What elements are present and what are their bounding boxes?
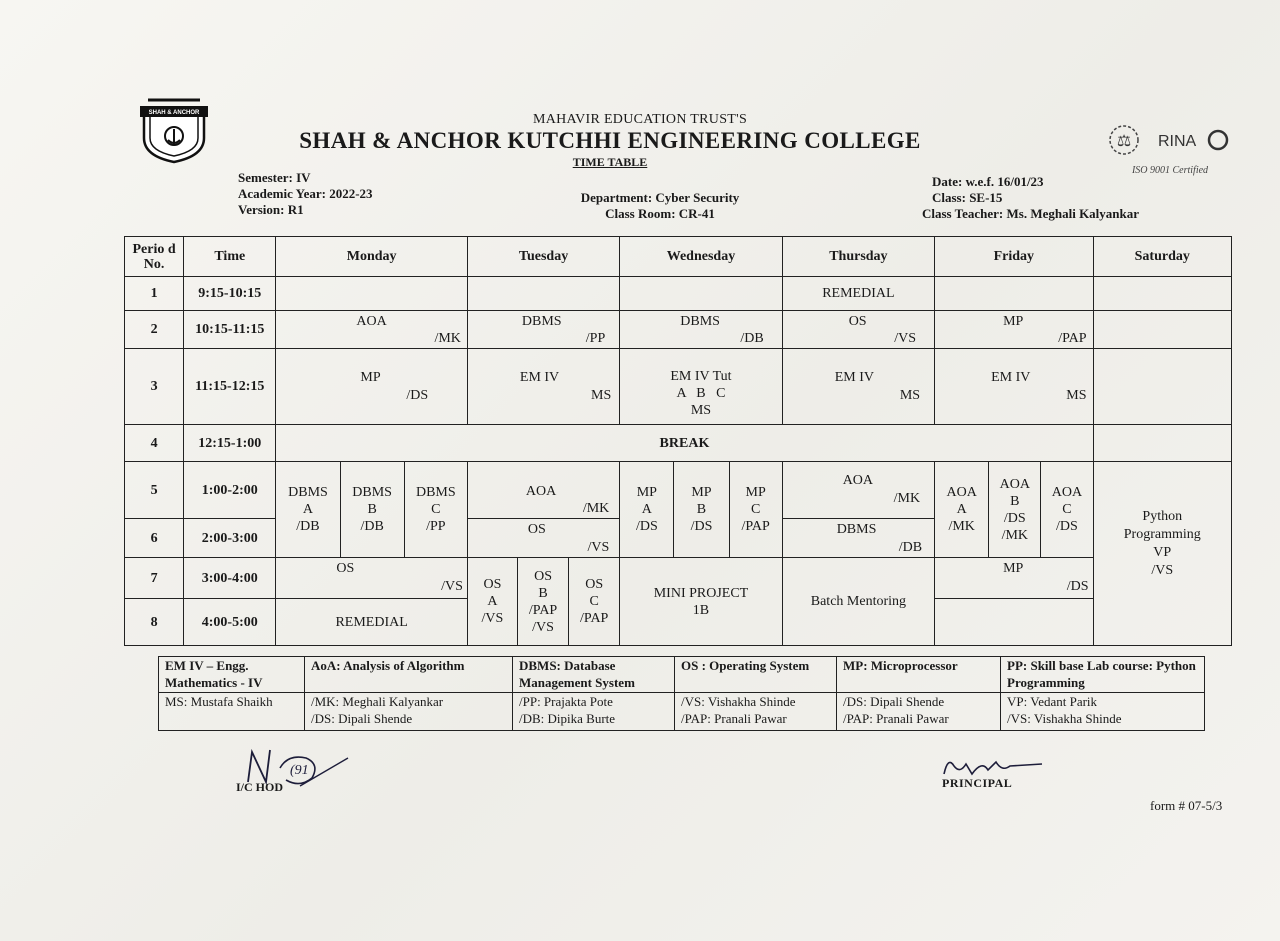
cell-lecture (276, 558, 468, 599)
subject: DBMS (836, 522, 877, 537)
faculty: /MK (948, 519, 975, 534)
period-no: 8 (125, 599, 184, 646)
faculty: MS (1066, 388, 1087, 403)
faculty: /DS (406, 388, 429, 403)
department: Department: Cyber Security (580, 190, 740, 205)
subject-line-2: Programming (1123, 526, 1201, 542)
faculty: MS (690, 403, 712, 418)
faculty-name: /PAP: Pranali Pawar (681, 711, 787, 726)
legend-faculty (1001, 693, 1205, 731)
cell-empty (276, 277, 468, 311)
faculty-name: /MK: Meghali Kalyankar (311, 694, 444, 709)
cell-lecture (782, 462, 934, 519)
cert-text: ISO 9001 Certified (1131, 165, 1209, 176)
period-time: 4:00-5:00 (184, 599, 276, 646)
principal-label: PRINCIPAL (942, 776, 1013, 790)
faculty-name: /VS: Vishakha Shinde (681, 694, 796, 709)
class-room: Class Room: CR-41 (605, 206, 715, 221)
faculty: /DS (1003, 510, 1026, 526)
cell-lecture (467, 462, 619, 519)
cell-lecture (620, 311, 782, 349)
rina-logo-icon (1106, 120, 1234, 176)
cell-batch-mentoring: Batch Mentoring (782, 558, 934, 646)
subject: AOA (1051, 485, 1083, 500)
batch: B (1010, 493, 1020, 509)
batch: B (367, 502, 377, 517)
faculty-2: /MK (1001, 527, 1029, 543)
cell-lecture (467, 349, 619, 425)
faculty: /VS (894, 331, 917, 346)
faculty: /DS (690, 519, 713, 534)
cell-lecture (276, 349, 468, 425)
faculty: /DS (1066, 579, 1089, 594)
subject: MP (745, 485, 766, 500)
faculty: /PAP (580, 611, 609, 626)
legend-subject: MP: Microprocessor (837, 657, 1001, 693)
header-thursday: Thursday (782, 237, 934, 277)
header-time: Time (184, 237, 276, 277)
subject: OS (527, 522, 546, 537)
cell-lecture (467, 311, 619, 349)
faculty-1: VP (1153, 544, 1172, 560)
period-time: 2:00-3:00 (184, 519, 276, 558)
cell-lecture (276, 311, 468, 349)
college-logo (138, 98, 210, 164)
hod-signature (230, 738, 360, 798)
subject: OS (534, 568, 553, 584)
faculty: /PP (426, 519, 446, 534)
header-period: Perio d No. (125, 237, 184, 277)
meta-center (560, 190, 760, 222)
faculty: /DB (360, 519, 384, 534)
legend-subject: OS : Operating System (675, 657, 837, 693)
table-row (125, 311, 1232, 349)
cell-lecture (782, 311, 934, 349)
class-teacher: Class Teacher: Ms. Meghali Kalyankar (922, 206, 1140, 221)
cell-empty (1093, 425, 1232, 462)
table-row (125, 558, 1232, 599)
cell-lecture (935, 311, 1093, 349)
principal-signature (938, 752, 1058, 802)
cell-remedial: REMEDIAL (782, 277, 934, 311)
table-row (125, 425, 1232, 462)
legend-subject: EM IV – Engg. Mathematics - IV (159, 657, 305, 693)
period-time: 1:00-2:00 (184, 462, 276, 519)
cell-lab-batch (674, 462, 729, 558)
subject: OS (483, 577, 502, 592)
faculty-name: /DB: Dipika Burte (519, 711, 616, 726)
period-time: 11:15-12:15 (184, 349, 276, 425)
table-row (125, 349, 1232, 425)
faculty: /MK (434, 331, 461, 346)
cell-tutorial (620, 349, 782, 425)
faculty: /VS (481, 611, 504, 626)
subject: DBMS (352, 485, 392, 500)
legend-row-subjects (159, 657, 1205, 693)
cell-empty (1093, 311, 1232, 349)
legend-faculty (513, 693, 675, 731)
cell-lab-batch (1041, 462, 1093, 558)
cell-empty (1093, 349, 1232, 425)
cell-lab-batch (989, 462, 1041, 558)
project-name: MINI PROJECT (653, 585, 749, 601)
subject: EM IV (519, 370, 560, 385)
batch: C (1062, 502, 1072, 517)
period-time: 3:00-4:00 (184, 558, 276, 599)
faculty: MS (591, 388, 612, 403)
period-no: 1 (125, 277, 184, 311)
period-no: 5 (125, 462, 184, 519)
academic-year: Academic Year: 2022-23 (238, 186, 373, 201)
batch: A (487, 594, 498, 609)
header-row (125, 237, 1232, 277)
cell-lecture (935, 349, 1093, 425)
cell-lecture (935, 558, 1093, 599)
legend-subject: PP: Skill base Lab course: Python Programming (1001, 657, 1205, 693)
legend-faculty (837, 693, 1001, 731)
cell-empty (935, 599, 1093, 646)
faculty: MS (899, 388, 921, 403)
cell-empty (620, 277, 782, 311)
header-tuesday: Tuesday (467, 237, 619, 277)
legend-subject: AoA: Analysis of Algorithm (305, 657, 513, 693)
cell-lab-batch (518, 558, 569, 646)
batch: A (302, 502, 314, 517)
timetable (124, 236, 1232, 646)
faculty-name: /DS: Dipali Shende (843, 694, 945, 709)
faculty: /PAP (1058, 331, 1087, 346)
batches: A B C (676, 386, 726, 401)
faculty: /DB (898, 540, 923, 555)
batch: C (431, 502, 441, 517)
cell-lab-python (1093, 462, 1232, 646)
subject: DBMS (521, 314, 562, 329)
legend-faculty (305, 693, 513, 731)
meta-left (238, 170, 373, 218)
batch: B (538, 585, 548, 601)
faculty: /VS (441, 579, 463, 594)
cell-remedial: REMEDIAL (276, 599, 468, 646)
faculty-name: VP: Vedant Parik (1007, 694, 1098, 709)
subject: AOA (356, 314, 387, 329)
date: Date: w.e.f. 16/01/23 (932, 174, 1044, 189)
period-time: 9:15-10:15 (184, 277, 276, 311)
cell-lab-batch (729, 462, 782, 558)
faculty: /VS (587, 540, 610, 555)
subject: MP (1003, 314, 1024, 329)
batch: C (750, 502, 761, 517)
version: Version: R1 (238, 202, 304, 217)
subject: DBMS (680, 314, 720, 329)
logo-text: SHAH & ANCHOR (148, 110, 200, 116)
subject: EM IV Tut (670, 369, 732, 384)
batch: B (696, 502, 707, 517)
faculty: /DB (296, 519, 320, 534)
period-no: 7 (125, 558, 184, 599)
cell-lecture (782, 519, 934, 558)
period-no: 3 (125, 349, 184, 425)
legend-faculty (159, 693, 305, 731)
faculty: /DS (635, 519, 658, 534)
subject: MP (360, 370, 381, 385)
faculty: /DS (1056, 519, 1078, 534)
faculty: /PAP (528, 602, 558, 618)
subject-line-1: Python (1142, 508, 1183, 524)
certification-badge (1106, 120, 1234, 176)
period-no: 4 (125, 425, 184, 462)
faculty-2: /VS (532, 619, 554, 635)
period-time: 12:15-1:00 (184, 425, 276, 462)
cell-empty (935, 277, 1093, 311)
subject: AOA (525, 484, 557, 499)
legend-faculty (675, 693, 837, 731)
trust-name: MAHAVIR EDUCATION TRUST'S (532, 112, 748, 127)
period-time: 10:15-11:15 (184, 311, 276, 349)
cell-lab-batch (404, 462, 467, 558)
subject: AOA (946, 485, 977, 500)
table-row (125, 462, 1232, 519)
faculty: /MK (893, 491, 921, 506)
cell-lab-batch (340, 462, 404, 558)
cell-lab-batch (569, 558, 620, 646)
subject: DBMS (415, 485, 456, 500)
faculty-name: /VS: Vishakha Shinde (1007, 711, 1122, 726)
subject: EM IV (834, 370, 874, 385)
cell-lab-batch (935, 462, 989, 558)
header-friday: Friday (935, 237, 1093, 277)
svg-text:⚖: ⚖ (1116, 131, 1132, 150)
subject: AOA (842, 473, 874, 488)
form-number: form # 07-5/3 (1150, 798, 1223, 813)
subject: MP (1003, 561, 1024, 576)
cell-mini-project (620, 558, 782, 646)
period-no: 6 (125, 519, 184, 558)
cell-lab-batch (620, 462, 674, 558)
subject: OS (848, 314, 867, 329)
subject: MP (691, 485, 712, 500)
semester: Semester: IV (238, 170, 311, 185)
table-row (125, 277, 1232, 311)
subject: AOA (999, 476, 1030, 492)
faculty: /MK (582, 501, 610, 516)
batch: A (641, 502, 652, 517)
cell-empty (1093, 277, 1232, 311)
cell-lab-batch (467, 558, 517, 646)
faculty-name: MS: Mustafa Shaikh (165, 694, 273, 709)
faculty-name: /PP: Prajakta Pote (519, 694, 613, 709)
legend-subject: DBMS: Database Management System (513, 657, 675, 693)
subject: EM IV (991, 370, 1031, 385)
cert-brand: RINA (1158, 133, 1197, 150)
cell-empty (467, 277, 619, 311)
project-batch: 1B (692, 602, 710, 618)
faculty-name: /PAP: Pranali Pawar (843, 711, 949, 726)
svg-text:(91: (91 (290, 763, 309, 778)
cell-lecture (782, 349, 934, 425)
faculty: /PP (585, 331, 606, 346)
faculty-2: /VS (1151, 562, 1174, 578)
college-name: SHAH & ANCHOR KUTCHHI ENGINEERING COLLEGE (299, 128, 921, 153)
batch: A (956, 502, 967, 517)
subject: MP (636, 485, 657, 500)
legend-row-faculty (159, 693, 1205, 731)
batch: C (589, 594, 599, 609)
faculty-name: /DS: Dipali Shende (311, 711, 413, 726)
faculty: /PAP (741, 519, 770, 534)
class: Class: SE-15 (932, 190, 1003, 205)
subject: OS (336, 561, 355, 576)
meta-right (922, 174, 1182, 222)
faculty: /DB (740, 331, 764, 346)
hod-label: I/C HOD (236, 780, 284, 794)
cell-break: BREAK (276, 425, 1093, 462)
header-wednesday: Wednesday (620, 237, 782, 277)
subject: DBMS (288, 485, 328, 500)
cell-lab-batch (276, 462, 340, 558)
legend-table (158, 656, 1205, 731)
subject: OS (585, 577, 604, 592)
cell-lecture (467, 519, 619, 558)
period-no: 2 (125, 311, 184, 349)
header-saturday: Saturday (1093, 237, 1232, 277)
header-monday: Monday (276, 237, 468, 277)
document-title: TIME TABLE (572, 155, 648, 169)
